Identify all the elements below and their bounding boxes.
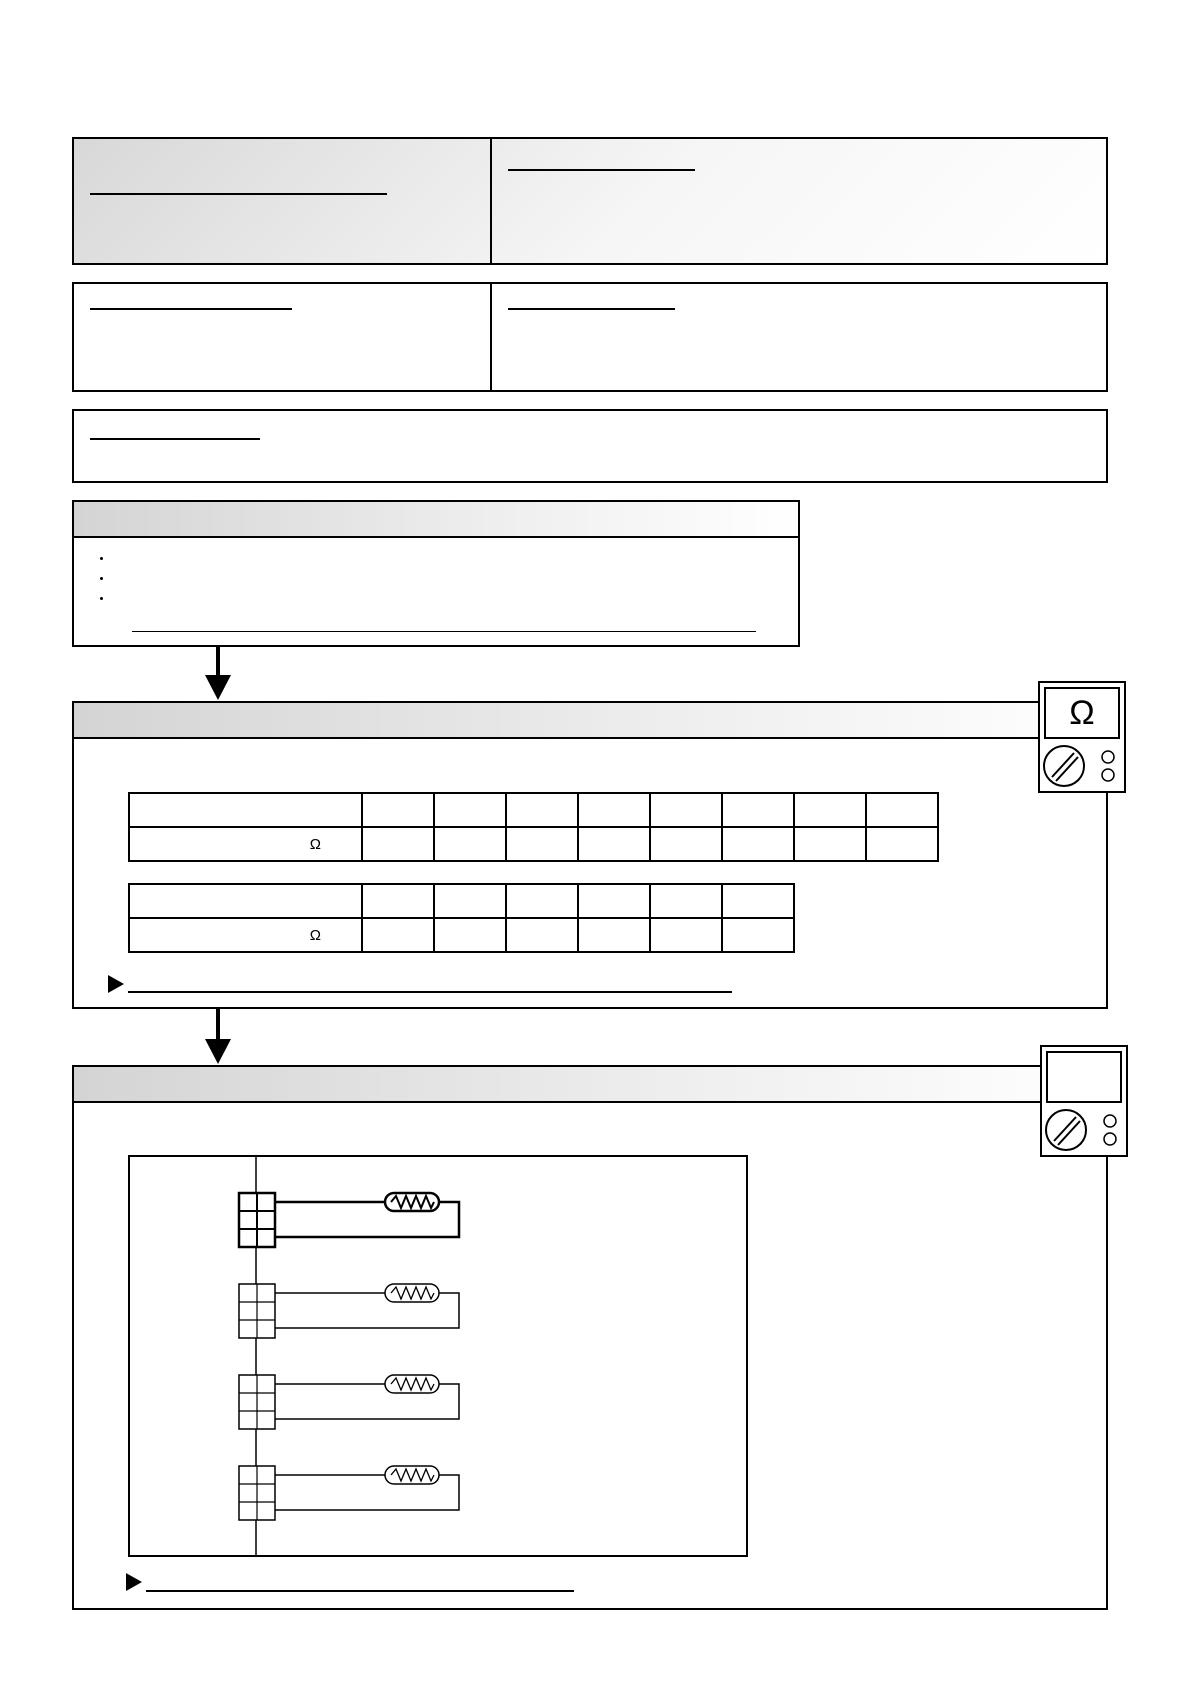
meter-symbol: Ω [1069,694,1095,732]
table-1-header-label [129,793,362,827]
step-3-result-underline [146,1590,574,1592]
step-1-panel [72,500,800,647]
ohmmeter-icon [1038,681,1126,793]
table-1-header-cell [866,793,938,827]
step-3-panel [72,1065,1108,1610]
meter-display [1046,1051,1122,1103]
table-1-unit: Ω [309,836,321,853]
step-2-header [74,703,1106,739]
table-1-value-cell [362,827,434,861]
table-2-header-cell [362,884,434,918]
table-1-header-cell [506,793,578,827]
info-row2-left-underline [90,308,292,310]
wiring-diagram [130,1157,746,1555]
table-1-header-cell [362,793,434,827]
table-2-value-cell [434,918,506,952]
wiring-diagram-frame [128,1155,748,1557]
flow-arrow-1 [200,647,240,701]
table-2-header-cell [506,884,578,918]
step-1-bullet-1 [100,557,103,560]
meter-display [1044,687,1120,739]
table-1-value-cell [578,827,650,861]
table-2-value-cell [362,918,434,952]
flow-arrow-2 [200,1009,240,1065]
table-1-value-cell [722,827,794,861]
connector-heater-1 [239,1193,459,1247]
table-2-unit: Ω [309,927,321,944]
table-2-header-row [129,884,794,918]
table-1-header-row [129,793,938,827]
table-2-header-cell [722,884,794,918]
connector-heater-4 [239,1466,459,1520]
resistance-table-2 [128,883,795,953]
table-2-header-cell [650,884,722,918]
table-2-header-cell [434,884,506,918]
meter-dial-icon [1040,739,1124,791]
step-3-result-arrow-icon [126,1573,144,1591]
table-1-header-cell [434,793,506,827]
table-2-value-cell [650,918,722,952]
step-2-result-arrow-icon [108,975,126,993]
multimeter-icon [1040,1045,1128,1157]
table-1-header-cell [722,793,794,827]
step-1-bullet-3 [100,597,103,600]
info-row-1-divider [490,139,492,263]
table-2-value-cell [578,918,650,952]
table-1-header-cell [578,793,650,827]
step-3-header [74,1067,1106,1103]
table-1-header-cell [650,793,722,827]
table-1-value-cell [434,827,506,861]
resistance-table-1 [128,792,939,862]
table-2-value-label-cell [129,918,362,952]
info-left-underline [90,193,387,195]
info-row-3 [72,409,1108,483]
info-row-2 [72,282,1108,392]
table-1-value-cell [866,827,938,861]
meter-dial-icon [1042,1103,1126,1155]
table-2-header-label [129,884,362,918]
step-2-panel [72,701,1108,1009]
table-1-value-cell [794,827,866,861]
connector-heater-3 [239,1375,459,1429]
step-1-note-underline [132,631,756,632]
info-row-2-divider [490,284,492,390]
table-2-value-row [129,918,794,952]
table-2-header-cell [578,884,650,918]
table-2-value-cell [722,918,794,952]
table-1-value-cell [506,827,578,861]
step-2-result-underline [128,991,732,993]
table-1-value-row [129,827,938,861]
table-1-header-cell [794,793,866,827]
info-row3-underline [90,438,260,440]
info-right-underline [508,169,695,171]
step-1-bullet-2 [100,577,103,580]
info-row-1 [72,137,1108,265]
connector-heater-2 [239,1284,459,1338]
table-2-value-cell [506,918,578,952]
step-1-header [74,502,798,538]
table-1-value-cell [650,827,722,861]
table-1-value-label-cell [129,827,362,861]
info-row2-right-underline [508,308,675,310]
